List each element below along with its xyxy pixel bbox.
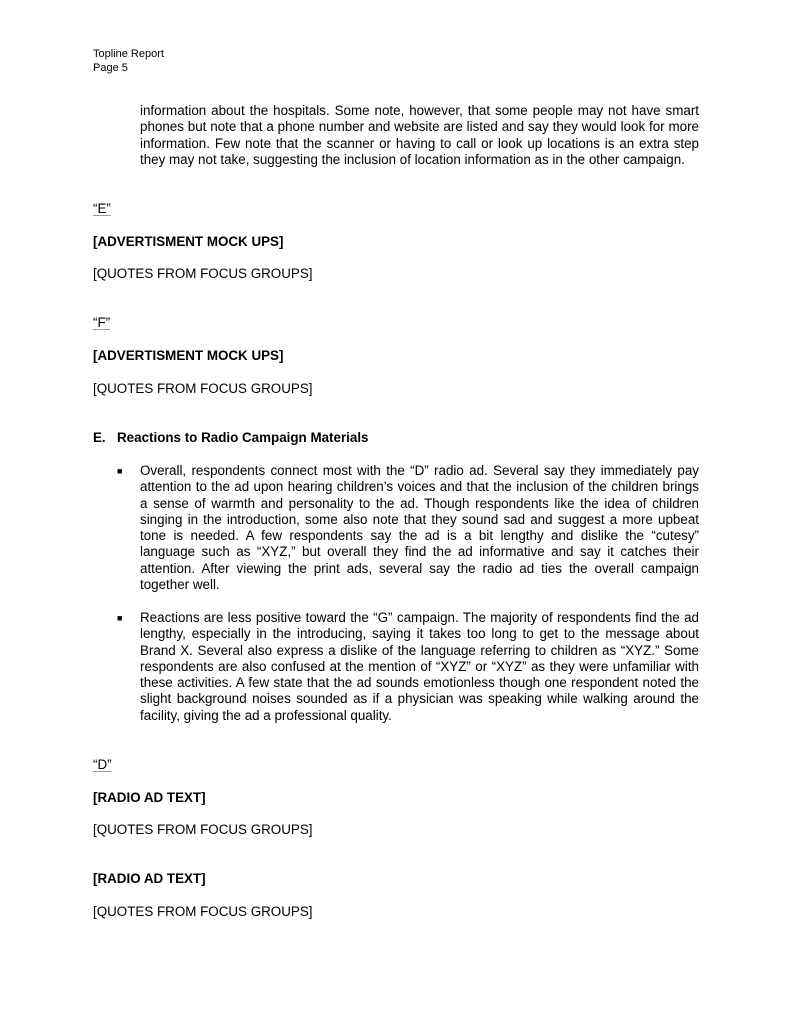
- bullet-marker: ■: [117, 613, 123, 623]
- bullet-marker: ■: [117, 466, 123, 476]
- campaign-f-quotes: [QUOTES FROM FOCUS GROUPS]: [93, 381, 313, 396]
- campaign-e-label: “E”: [93, 201, 111, 216]
- campaign-e-mockups: [ADVERTISMENT MOCK UPS]: [93, 234, 284, 249]
- page-header: [93, 47, 164, 75]
- radio-d-label: “D”: [93, 757, 112, 772]
- bullet-paragraph-g: Reactions are less positive toward the “G” campaign. The majority of respondents find the ad lengthy, especially in the introducing, saying it takes too long to get to the message about Brand X. Several also express a dislike of the language referring to children as “XYZ.” Some respondents are also confused at the mention of “XYZ” or “XYZ” as they were unfamiliar with these activities. A few state that the ad sounds emotionless though one respondent noted the slight background noises sounded as if a physician was speaking while walking around the facility, giving the ad a professional quality.: [140, 610, 699, 723]
- campaign-f-label: “F”: [93, 315, 111, 330]
- radio-g-ad-text: [RADIO AD TEXT]: [93, 871, 206, 886]
- section-letter: E.: [93, 430, 106, 445]
- intro-paragraph: information about the hospitals. Some note, however, that some people may not have smart phones but note that a phone number and website are listed and say they would look for more information. Few note that the scanner or having to call or look up locations is an extra step they may not take, suggesting the inclusion of location information as in the other campaign.: [140, 103, 699, 167]
- page-number: Page 5: [93, 62, 128, 74]
- report-title: Topline Report: [93, 48, 164, 60]
- campaign-e-quotes: [QUOTES FROM FOCUS GROUPS]: [93, 266, 313, 281]
- bullet-paragraph-d: Overall, respondents connect most with the “D” radio ad. Several say they immediately pay attention to the ad upon hearing children’s voices and that the inclusion of the children brings a sense of warmth and personality to the ad. Though respondents like the idea of children singing in the introduction, some also note that they sound sad and suggest a more upbeat tone is needed. A few respondents say the ad is a bit lengthy and dislike the “cutesy” language such as “XYZ,” but overall they find the ad informative and say it catches their attention. After viewing the print ads, several say the radio ad ties the overall campaign together well.: [140, 463, 699, 593]
- campaign-f-mockups: [ADVERTISMENT MOCK UPS]: [93, 348, 284, 363]
- radio-d-quotes: [QUOTES FROM FOCUS GROUPS]: [93, 822, 313, 837]
- radio-g-quotes: [QUOTES FROM FOCUS GROUPS]: [93, 904, 313, 919]
- section-title: Reactions to Radio Campaign Materials: [117, 430, 369, 445]
- section-heading: [93, 430, 369, 446]
- radio-d-ad-text: [RADIO AD TEXT]: [93, 790, 206, 805]
